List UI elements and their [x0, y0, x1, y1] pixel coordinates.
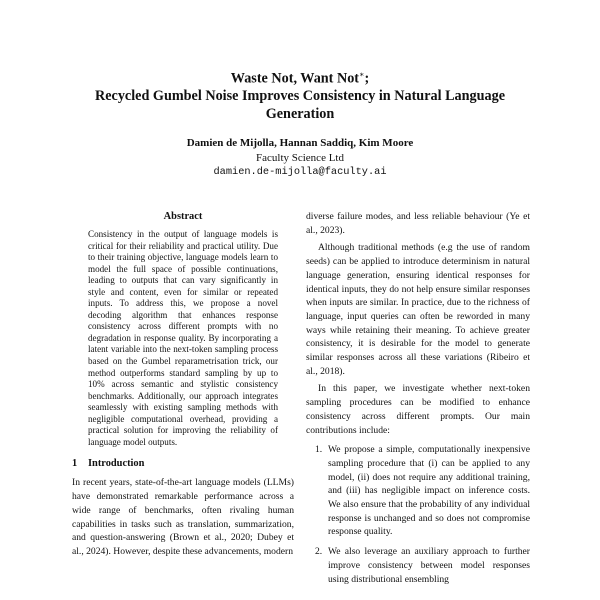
paragraph-continued: diverse failure modes, and less reliable behaviour (Ye et al., 2023). [306, 211, 530, 236]
paragraph-traditional-methods: Although traditional methods (e.g the use of random seeds) can be applied to introduce determinism in natural language generation, ensuring identical responses for identical inputs, they do not help ensure similar responses when inputs are similar. In practice, due to the richness of language, input queries can often be reworded in many ways while retaining their meaning. To achieve greater consistency, it is desirable for the model to generate similar responses across all these variations (Ribeiro et al., 2018). [306, 242, 530, 377]
list-item [306, 443, 530, 539]
list-item [306, 545, 530, 586]
left-column [72, 210, 294, 559]
affiliation: Faculty Science Ltd [256, 152, 344, 164]
section-heading-introduction [72, 457, 294, 471]
right-column [306, 210, 530, 592]
list-marker: 2. [315, 546, 323, 558]
title-footnote-mark: ∗ [359, 70, 365, 79]
list-item-text: We also leverage an auxiliary approach to further improve consistency between model responses using distributional ensembling [328, 546, 530, 585]
abstract-heading: Abstract [163, 211, 203, 222]
abstract-text: Consistency in the output of language models is critical for their reliability and practical utility. Due to their training objective, language models learn to model the full space of possible continuations, leading to outputs that can vary significantly in style and content, even for similar or repeated inputs. To address this, we propose a novel decoding algorithm that enhances response consistency across different prompts with no degradation in response quality. By incorporating a latent variable into the next-token sampling process based on the Gumbel reparametrisation trick, our method outperforms standard sampling by up to 10% across semantic and stylistic consistency benchmarks. Additionally, our approach integrates seamlessly with existing sampling methods with negligible computational overhead, providing a practical solution for improving the reliability of language model outputs. [88, 229, 278, 447]
intro-paragraph-1: In recent years, state-of-the-art language models (LLMs) have demonstrated remarkable performance across a wide range of benchmarks, often rivaling human capabilities in tasks such as translation, summarization, and question-answering (Brown et al., 2020; Dubey et al., 2024). However, despite these advancements, modern [72, 477, 294, 557]
list-item-text: We propose a simple, computationally inexpensive sampling procedure that (i) can be applied to any model, (ii) does not require any additional training, and (iii) has negligible impact on inference costs. We also ensure that the probability of any individual response is unchanged and so does not compromise response quality. [328, 444, 530, 538]
title-line-1: Waste Not, Want Not [230, 70, 360, 87]
list-marker: 1. [315, 444, 323, 456]
section-number: 1 [72, 458, 78, 470]
title-line-2: Recycled Gumbel Noise Improves Consistency in Natural Language Generation [95, 88, 505, 122]
contact-email: damien.de-mijolla@faculty.ai [213, 166, 387, 178]
paper-title [0, 66, 600, 123]
paragraph-this-paper: In this paper, we investigate whether next-token sampling procedures can be modified to enhance consistency across different prompts. Our main contributions include: [306, 383, 530, 436]
contribution-list [306, 443, 530, 586]
title-line-1-end: ; [364, 70, 370, 87]
section-title: Introduction [88, 458, 145, 470]
author-list: Damien de Mijolla, Hannan Saddiq, Kim Moore [186, 137, 414, 149]
